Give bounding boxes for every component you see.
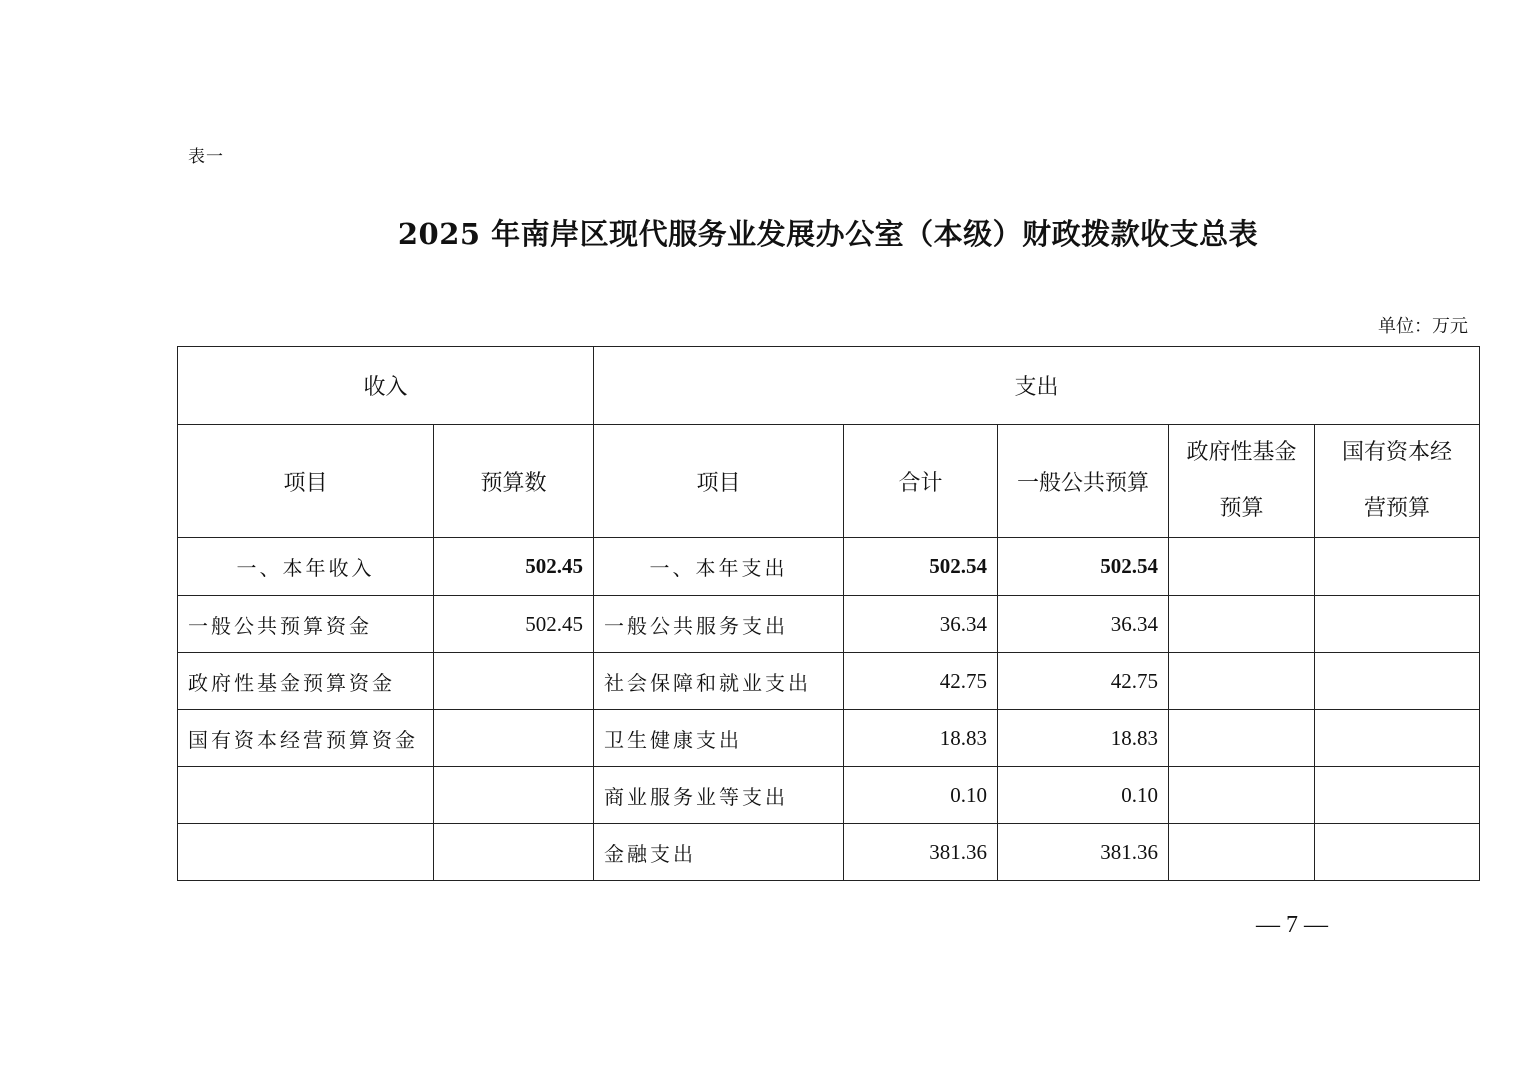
gov-fund-cell bbox=[1169, 710, 1315, 767]
general-public-cell: 18.83 bbox=[998, 710, 1169, 767]
income-budget-cell: 502.45 bbox=[434, 538, 594, 596]
income-budget-cell bbox=[434, 824, 594, 881]
general-public-cell: 36.34 bbox=[998, 596, 1169, 653]
expense-header: 支出 bbox=[594, 347, 1480, 425]
table-row bbox=[178, 596, 1480, 653]
expense-item-cell: 商业服务业等支出 bbox=[594, 767, 844, 824]
income-budget-header: 预算数 bbox=[434, 425, 594, 538]
state-capital-cell bbox=[1315, 710, 1480, 767]
income-item-cell: 一、本年收入 bbox=[178, 538, 434, 596]
expense-item-header: 项目 bbox=[594, 425, 844, 538]
gov-fund-cell bbox=[1169, 767, 1315, 824]
total-cell: 502.54 bbox=[844, 538, 998, 596]
income-item-cell: 国有资本经营预算资金 bbox=[178, 710, 434, 767]
total-cell: 42.75 bbox=[844, 653, 998, 710]
income-item-cell: 一般公共预算资金 bbox=[178, 596, 434, 653]
income-budget-cell: 502.45 bbox=[434, 596, 594, 653]
general-public-cell: 42.75 bbox=[998, 653, 1169, 710]
header-row-top bbox=[178, 347, 1480, 425]
total-header: 合计 bbox=[844, 425, 998, 538]
gov-fund-cell bbox=[1169, 538, 1315, 596]
gov-fund-cell bbox=[1169, 824, 1315, 881]
total-cell: 36.34 bbox=[844, 596, 998, 653]
general-public-cell: 381.36 bbox=[998, 824, 1169, 881]
income-item-cell: 政府性基金预算资金 bbox=[178, 653, 434, 710]
expense-item-cell: 卫生健康支出 bbox=[594, 710, 844, 767]
income-budget-cell bbox=[434, 710, 594, 767]
page-number: — 7 — bbox=[1256, 912, 1328, 938]
table-row bbox=[178, 824, 1480, 881]
gov-fund-header-line1: 政府性基金 bbox=[1186, 440, 1297, 465]
income-budget-cell bbox=[434, 767, 594, 824]
gov-fund-cell bbox=[1169, 653, 1315, 710]
income-item-cell bbox=[178, 824, 434, 881]
gov-fund-header bbox=[1169, 425, 1315, 538]
general-public-header: 一般公共预算 bbox=[998, 425, 1169, 538]
income-item-header: 项目 bbox=[178, 425, 434, 538]
expense-item-cell: 一、本年支出 bbox=[594, 538, 844, 596]
state-capital-cell bbox=[1315, 538, 1480, 596]
table-row bbox=[178, 538, 1480, 596]
table-row bbox=[178, 710, 1480, 767]
expense-item-cell: 社会保障和就业支出 bbox=[594, 653, 844, 710]
budget-table bbox=[177, 346, 1480, 881]
table-label: 表一 bbox=[188, 147, 224, 167]
gov-fund-header-line2: 预算 bbox=[1219, 496, 1264, 521]
expense-item-cell: 一般公共服务支出 bbox=[594, 596, 844, 653]
income-header: 收入 bbox=[178, 347, 594, 425]
general-public-cell: 0.10 bbox=[998, 767, 1169, 824]
table-row bbox=[178, 653, 1480, 710]
gov-fund-cell bbox=[1169, 596, 1315, 653]
table-row bbox=[178, 767, 1480, 824]
total-cell: 0.10 bbox=[844, 767, 998, 824]
state-capital-header-line2: 营预算 bbox=[1364, 496, 1431, 521]
general-public-cell: 502.54 bbox=[998, 538, 1169, 596]
page-title: 2025 年南岸区现代服务业发展办公室（本级）财政拨款收支总表 bbox=[397, 217, 1259, 251]
state-capital-header bbox=[1315, 425, 1480, 538]
total-cell: 381.36 bbox=[844, 824, 998, 881]
expense-item-cell: 金融支出 bbox=[594, 824, 844, 881]
state-capital-cell bbox=[1315, 653, 1480, 710]
income-budget-cell bbox=[434, 653, 594, 710]
state-capital-cell bbox=[1315, 767, 1480, 824]
unit-label: 单位：万元 bbox=[1378, 316, 1468, 337]
state-capital-header-line1: 国有资本经 bbox=[1342, 440, 1453, 465]
state-capital-cell bbox=[1315, 824, 1480, 881]
total-cell: 18.83 bbox=[844, 710, 998, 767]
state-capital-cell bbox=[1315, 596, 1480, 653]
income-item-cell bbox=[178, 767, 434, 824]
header-row-sub bbox=[178, 425, 1480, 538]
